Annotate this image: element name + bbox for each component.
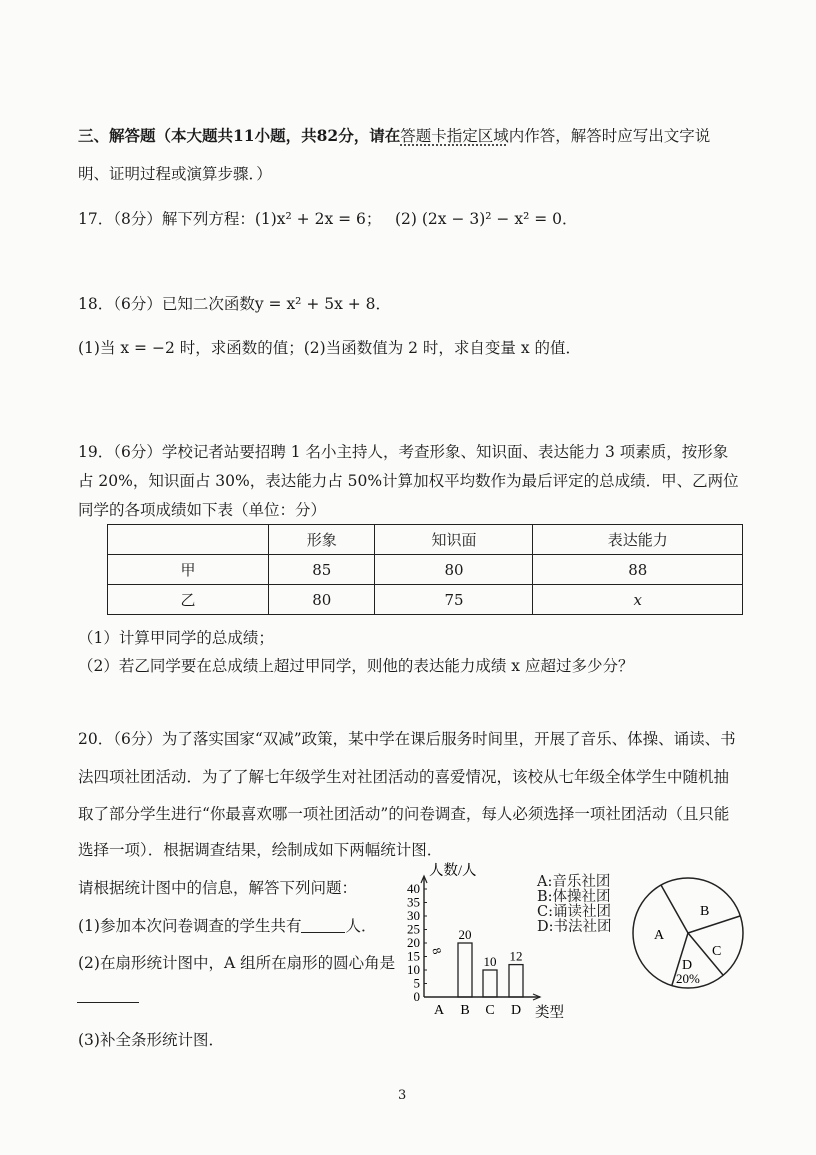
table-cell: 乙: [108, 585, 269, 615]
q19-sub1: （1）计算甲同学的总成绩；: [78, 629, 274, 647]
y-tick-label: 35: [407, 894, 420, 910]
question-17: 17．（8分）解下列方程：(1)x² + 2x = 6；: [78, 210, 382, 228]
bar-value-label: 12: [509, 948, 523, 964]
table-row: [108, 585, 743, 615]
table-cell: x: [533, 585, 743, 615]
table-cell: 85: [269, 555, 375, 585]
table-header: 知识面: [375, 525, 533, 555]
pie-divider: [661, 885, 688, 933]
pie-chart: [630, 875, 750, 995]
legend-item: D:书法社团: [537, 919, 612, 935]
question-19-line1: 19．（6分）学校记者站要招聘 1 名小主持人，考查形象、知识面、表达能力 3 项素质，按形象: [78, 443, 729, 461]
x-axis-label: 类型: [535, 1005, 564, 1021]
y-tick-label: 5: [413, 975, 420, 991]
question-20-line2: 法四项社团活动．为了了解七年级学生对社团活动的喜爱情况，该校从七年级全体学生中随机抽: [78, 768, 730, 786]
question-19-line3: 同学的各项成绩如下表（单位：分）: [78, 501, 327, 519]
question-19-line2: 占 20%，知识面占 30%，表达能力占 50%计算加权平均数作为最后评定的总成绩．甲、乙两位: [78, 472, 739, 490]
q17-part2: (2) (2x − 3)² − x² = 0．: [395, 210, 578, 228]
pie-percent-label: 20%: [676, 971, 700, 986]
x-tick-label: C: [485, 1003, 495, 1018]
bar-value-label: 20: [458, 927, 472, 942]
bar-B: [458, 943, 472, 997]
section-heading-line2: 明、证明过程或演算步骤．）: [78, 165, 272, 183]
question-20-line4: 选择一项）．根据调查结果，绘制成如下两幅统计图．: [78, 841, 443, 859]
q18-function: y = x² + 5x + 8．: [254, 295, 392, 313]
pie-slice-label: D: [682, 958, 693, 973]
question-20-line3: 取了部分学生进行“你最喜欢哪一项社团活动”的问卷调查，每人必须选择一项社团活动（且只能: [78, 805, 730, 823]
table-cell: 75: [375, 585, 533, 615]
table-cell: [108, 525, 269, 555]
y-tick-label: 25: [407, 921, 420, 937]
x-tick-label: A: [433, 1003, 445, 1018]
bar-value-label: 8: [429, 946, 445, 956]
pie-slice-label: B: [700, 904, 710, 919]
question-20-line1: 20．（6分）为了落实国家“双减”政策，某中学在课后服务时间里，开展了音乐、体操、诵读、书: [78, 730, 736, 748]
y-tick-label: 30: [407, 908, 420, 923]
q19-sub2: （2）若乙同学要在总成绩上超过甲同学，则他的表达能力成绩 x 应超过多少分？: [78, 657, 634, 675]
table-header: 表达能力: [533, 525, 743, 555]
y-tick-label: 0: [413, 989, 420, 1004]
y-axis-label: 人数/人: [429, 863, 477, 879]
q20-sub2: (2)在扇形统计图中，A 组所在扇形的圆心角是: [78, 954, 396, 972]
bar-C: [483, 970, 497, 997]
section-heading-line1: 三、解答题（本大题共11小题，共82分，请在答题卡指定区域内作答，解答时应写出文字说: [78, 126, 711, 145]
y-tick-label: 40: [407, 881, 420, 896]
question-18: 18．（6分）已知二次函数y = x² + 5x + 8．: [78, 295, 392, 313]
bar-D: [509, 965, 523, 997]
bar-value-label: 10: [483, 954, 497, 969]
legend-item: A:音乐社团: [537, 874, 611, 890]
table-header-row: [108, 525, 743, 555]
y-tick-label: 15: [407, 948, 420, 964]
score-table: [107, 524, 743, 615]
pie-legend: [537, 875, 612, 935]
y-tick-label: 10: [407, 962, 420, 977]
legend-item: B:体操社团: [537, 889, 611, 905]
page-number: 3: [398, 1088, 407, 1103]
answer-blank-long: [77, 1002, 139, 1003]
table-cell: 80: [269, 585, 375, 615]
legend-item: C:诵读社团: [537, 904, 611, 920]
q20-ask: 请根据统计图中的信息，解答下列问题：: [78, 879, 358, 897]
q17-part1: (1)x² + 2x = 6；: [254, 210, 382, 228]
pie-slice-label: A: [654, 928, 665, 943]
q18-subquestions: (1)当 x = −2 时，求函数的值；(2)当函数值为 2 时，求自变量 x 的值．: [78, 339, 582, 357]
answer-blank: [301, 918, 345, 933]
table-cell: 甲: [108, 555, 269, 585]
table-header: 形象: [269, 525, 375, 555]
pie-slice-label: C: [712, 944, 722, 959]
q20-sub3: (3)补全条形统计图．: [78, 1031, 224, 1049]
q20-sub1: (1)参加本次问卷调查的学生共有 人．: [78, 917, 377, 935]
x-tick-label: B: [460, 1003, 470, 1018]
pie-divider: [688, 916, 740, 933]
x-tick-label: D: [510, 1003, 522, 1018]
table-cell: 80: [375, 555, 533, 585]
table-row: [108, 555, 743, 585]
table-cell: 88: [533, 555, 743, 585]
y-tick-label: 20: [407, 935, 420, 950]
